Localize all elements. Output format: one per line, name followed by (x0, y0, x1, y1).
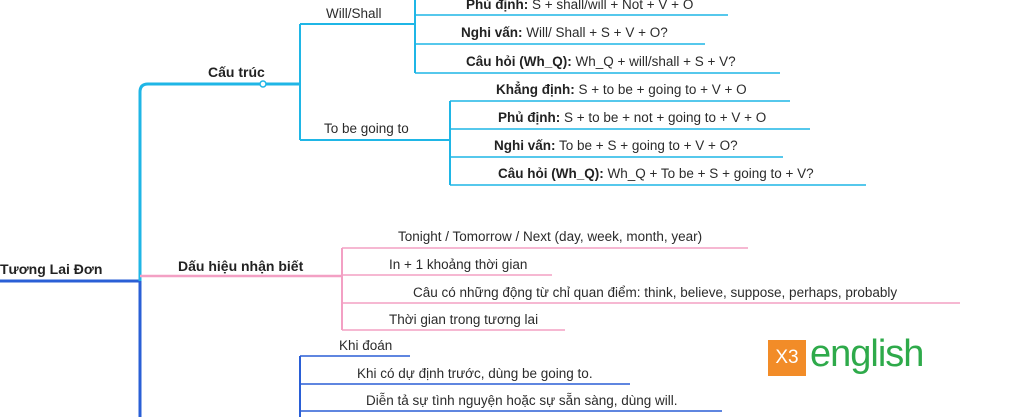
item-value: Wh_Q + will/shall + S + V? (575, 54, 736, 69)
will-wh-question[interactable] (466, 54, 736, 70)
usage-item[interactable]: Diễn tả sự tình nguyện hoặc sự sẵn sàng, dùng will. (366, 393, 678, 408)
item-value: S + to be + not + going to + V + O (564, 110, 767, 125)
node-going-to[interactable]: To be going to (324, 121, 409, 136)
going-wh-question[interactable] (498, 166, 814, 182)
item-key: Nghi vấn: (494, 138, 556, 153)
will-negative[interactable] (466, 0, 693, 13)
item-value: Wh_Q + To be + S + going to + V? (607, 166, 814, 181)
branch-structure[interactable]: Cấu trúc (208, 64, 265, 80)
branch-signs[interactable]: Dấu hiệu nhận biết (178, 258, 304, 274)
going-negative[interactable] (498, 110, 766, 126)
item-key: Phủ định: (466, 0, 529, 12)
item-key: Câu hỏi (Wh_Q): (466, 54, 572, 69)
item-value: To be + S + going to + V + O? (559, 138, 738, 153)
item-key: Câu hỏi (Wh_Q): (498, 166, 604, 181)
item-key: Phủ định: (498, 110, 561, 125)
x3english-logo (768, 333, 928, 380)
logo-wordmark: english (810, 333, 924, 375)
item-value: S + to be + going to + V + O (578, 82, 747, 97)
logo-badge: X3 (768, 340, 806, 376)
item-key: Nghi vấn: (461, 25, 523, 40)
will-question[interactable] (461, 25, 668, 41)
going-affirmative[interactable] (496, 82, 747, 98)
sign-item[interactable]: In + 1 khoảng thời gian (389, 257, 528, 272)
item-value: Will/ Shall + S + V + O? (526, 25, 668, 40)
going-question[interactable] (494, 138, 738, 154)
node-will-shall[interactable]: Will/Shall (326, 6, 382, 21)
usage-item[interactable]: Khi có dự định trước, dùng be going to. (357, 366, 593, 381)
item-key: Khẳng định: (496, 82, 575, 97)
sign-item[interactable]: Tonight / Tomorrow / Next (day, week, month, year) (398, 229, 703, 244)
item-value: S + shall/will + Not + V + O (532, 0, 694, 12)
root-topic[interactable]: Tương Lai Đơn (0, 261, 103, 277)
sign-item[interactable]: Thời gian trong tương lai (389, 312, 539, 327)
usage-item[interactable]: Khi đoán (339, 338, 393, 353)
sign-item[interactable]: Câu có những động từ chỉ quan điểm: think, believe, suppose, perhaps, probably (413, 285, 898, 300)
